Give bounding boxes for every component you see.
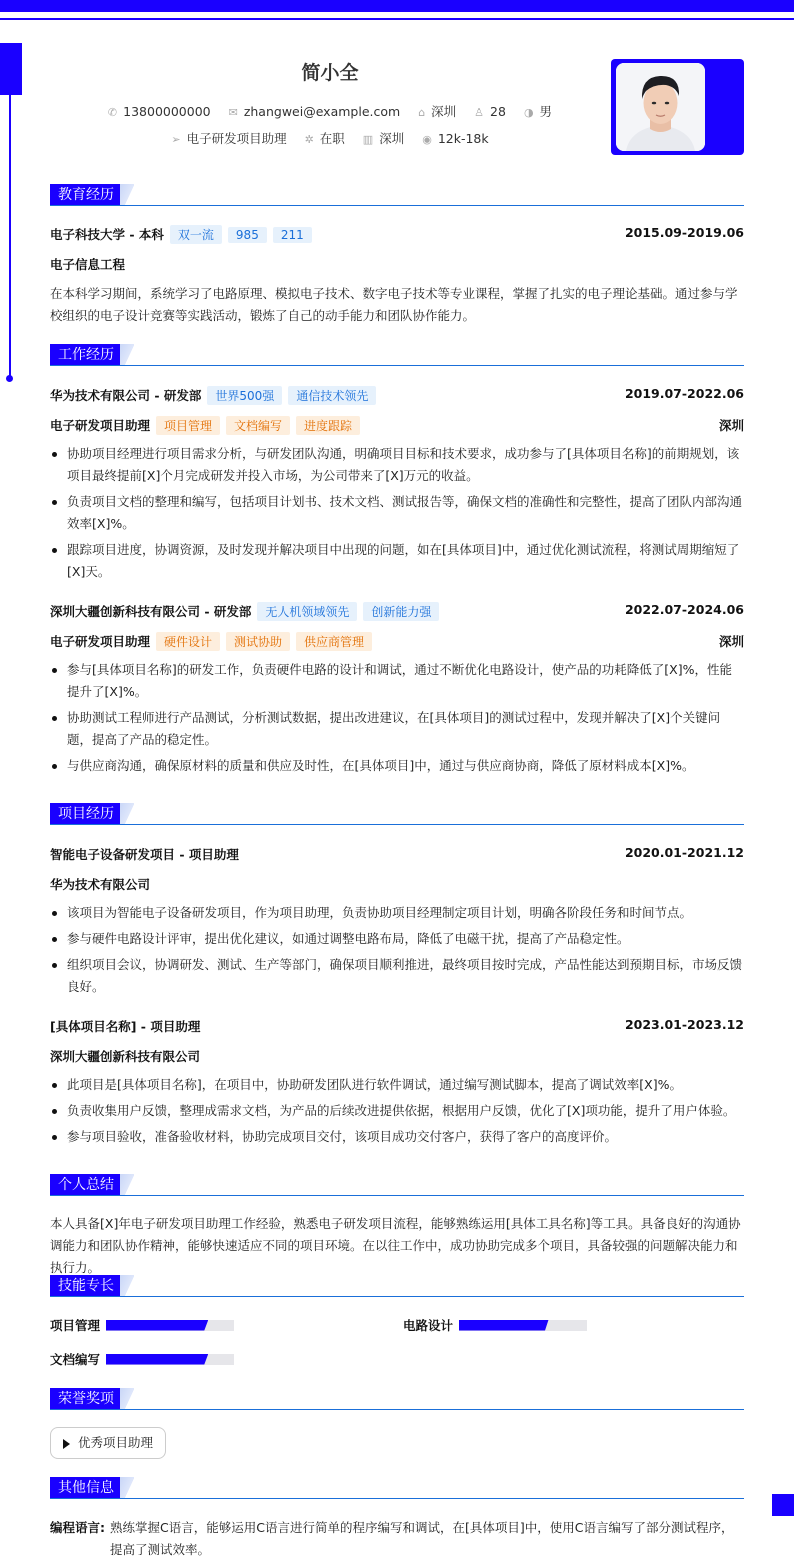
- location-icon: ⌂: [418, 106, 426, 119]
- section-slant: [120, 184, 134, 206]
- photo-frame: [611, 59, 744, 155]
- section-rule: [50, 1195, 744, 1196]
- section-slant: [120, 1275, 134, 1297]
- skill-track: [106, 1320, 234, 1331]
- section-slant: [120, 1477, 134, 1499]
- list-item: 参与[具体项目名称]的研发工作，负责硬件电路的设计和调试，通过不断优化电路设计，使产品的功耗降低了[X]%，性能提升了[X]%。: [50, 659, 744, 703]
- city-text: 深圳: [431, 104, 457, 119]
- age-text: 28: [490, 104, 506, 119]
- target-city-text: 深圳: [379, 131, 405, 146]
- section-rule: [50, 1498, 744, 1499]
- role-tag: 文档编写: [226, 416, 290, 435]
- work-role: [50, 632, 744, 651]
- gender-icon: ◑: [523, 106, 534, 119]
- section-projects: [50, 803, 744, 825]
- list-item: 跟踪项目进度，协调资源，及时发现并解决项目中出现的问题，如在[具体项目]中，通过优化测试流程，将测试周期缩短了[X]天。: [50, 539, 744, 583]
- section-title-work: 工作经历: [50, 344, 122, 366]
- company-tag: 世界500强: [207, 386, 282, 405]
- education-header: [50, 225, 744, 244]
- mail-icon: ✉: [228, 106, 238, 119]
- award-label: 优秀项目助理: [78, 1435, 154, 1450]
- skill-item: [403, 1316, 587, 1334]
- role-name: 电子研发项目助理: [50, 418, 151, 433]
- company-tag: 通信技术领先: [288, 386, 376, 405]
- other-value: 熟练掌握C语言，能够运用C语言进行简单的程序编写和调试，在[具体项目]中，使用C语言编写了部分测试程序，提高了测试效率。: [110, 1520, 734, 1557]
- role-tag: 供应商管理: [296, 632, 372, 651]
- section-rule: [50, 365, 744, 366]
- company-name: 深圳大疆创新科技有限公司 - 研发部: [50, 604, 252, 619]
- section-rule: [50, 205, 744, 206]
- project-header: [50, 845, 744, 863]
- left-accent-line: [9, 95, 11, 378]
- school-tag: 985: [228, 227, 267, 243]
- contact-row: [50, 102, 610, 120]
- company-name: 华为技术有限公司 - 研发部: [50, 388, 202, 403]
- company-tag: 创新能力强: [363, 602, 439, 621]
- list-item: 负责收集用户反馈，整理成需求文档，为产品的后续改进提供依据，根据用户反馈，优化了[X]项功能，提升了用户体验。: [50, 1100, 744, 1122]
- summary-text: 本人具备[X]年电子研发项目助理工作经验，熟悉电子研发项目流程，能够熟练运用[具体工具名称]等工具。具备良好的沟通协调能力和团队协作精神，能够快速适应不同的项目环境。在以往工作中，成功协助完成多个项目，具备较强的问题解决能力和执行力。: [50, 1216, 741, 1275]
- age-icon: ♙: [474, 106, 485, 119]
- role-tag: 项目管理: [156, 416, 220, 435]
- intent-row: [50, 129, 610, 147]
- play-triangle-icon: [63, 1439, 70, 1449]
- section-title-other: 其他信息: [50, 1477, 122, 1499]
- list-item: 组织项目会议，协调研发、测试、生产等部门，确保项目顺利推进，最终项目按时完成，产品性能达到预期目标，市场反馈良好。: [50, 954, 744, 998]
- education-desc: 在本科学习期间，系统学习了电路原理、模拟电子技术、数字电子技术等专业课程，掌握了扎实的电子理论基础。通过参与学校组织的电子设计竞赛等实践活动，锻炼了自己的动手能力和团队协作能力。: [50, 286, 738, 323]
- work-header: [50, 386, 744, 405]
- list-item: 与供应商沟通，确保原材料的质量和供应及时性，在[具体项目]中，通过与供应商协商，降低了原材料成本[X]%。: [50, 755, 744, 777]
- skill-name: 项目管理: [50, 1318, 101, 1333]
- age-item: [474, 104, 506, 119]
- section-awards: [50, 1388, 744, 1410]
- left-accent-dot: [6, 375, 13, 382]
- section-slant: [120, 344, 134, 366]
- other-info-item: [50, 1517, 744, 1560]
- role-name: 电子研发项目助理: [50, 634, 151, 649]
- work-header: [50, 602, 744, 621]
- salary-icon: ◉: [422, 133, 432, 146]
- work-location: 深圳: [718, 634, 744, 649]
- list-item: 此项目是[具体项目名称]，在项目中，协助研发团队进行软件调试，通过编写测试脚本，提高了调试效率[X]%。: [50, 1074, 744, 1096]
- phone-text: 13800000000: [123, 104, 211, 119]
- list-item: 协助项目经理进行项目需求分析，与研发团队沟通，明确项目目标和技术要求，成功参与了[具体项目名称]的前期规划，该项目最终提前[X]个月完成研发并投入市场，为公司带来了[X]万元的收益。: [50, 443, 744, 487]
- section-rule: [50, 824, 744, 825]
- school-tag: 双一流: [170, 225, 222, 244]
- section-work: [50, 344, 744, 366]
- section-title-projects: 项目经历: [50, 803, 122, 825]
- list-item: 协助测试工程师进行产品测试，分析测试数据，提出改进建议，在[具体项目]的测试过程中，发现并解决了[X]个关键问题，提高了产品的稳定性。: [50, 707, 744, 751]
- candidate-name: 简小全: [301, 62, 359, 84]
- section-title-education: 教育经历: [50, 184, 122, 206]
- list-item: 该项目为智能电子设备研发项目，作为项目助理，负责协助项目经理制定项目计划，明确各阶段任务和时间节点。: [50, 902, 744, 924]
- section-skills: [50, 1275, 744, 1297]
- list-item: 参与项目验收，准备验收材料，协助完成项目交付，该项目成功交付客户，获得了客户的高度评价。: [50, 1126, 744, 1148]
- project-period: 2020.01-2021.12: [624, 845, 744, 860]
- status-item: [305, 129, 345, 147]
- section-rule: [50, 1409, 744, 1410]
- city-item: [418, 102, 456, 120]
- salary-item: [422, 131, 488, 146]
- other-label: 编程语言:: [50, 1520, 105, 1535]
- role-tag: 测试协助: [226, 632, 290, 651]
- school-tag: 211: [273, 227, 312, 243]
- section-education: [50, 184, 744, 206]
- award-toggle-button[interactable]: [50, 1427, 166, 1459]
- section-title-summary: 个人总结: [50, 1174, 122, 1196]
- skill-track: [106, 1354, 234, 1365]
- avatar: [616, 63, 705, 151]
- school-name: 电子科技大学 - 本科: [50, 227, 164, 242]
- education-major: 电子信息工程: [50, 257, 126, 272]
- work-role: [50, 416, 744, 435]
- project-period: 2023.01-2023.12: [624, 1017, 744, 1032]
- salary-text: 12k-18k: [437, 131, 489, 146]
- section-slant: [120, 1174, 134, 1196]
- target-city-item: [363, 129, 404, 147]
- skill-item: [50, 1350, 234, 1368]
- email-item: [229, 104, 401, 119]
- project-header: [50, 1017, 744, 1035]
- top-accent-bar: [0, 0, 794, 12]
- job-item: [171, 129, 286, 147]
- skill-name: 文档编写: [50, 1352, 101, 1367]
- email-text: zhangwei@example.com: [243, 104, 401, 119]
- education-period: 2015.09-2019.06: [624, 225, 744, 240]
- role-tag: 进度跟踪: [296, 416, 360, 435]
- project-org: 深圳大疆创新科技有限公司: [50, 1049, 201, 1064]
- work-period: 2019.07-2022.06: [624, 386, 744, 401]
- skill-name: 电路设计: [403, 1318, 454, 1333]
- section-title-skills: 技能专长: [50, 1275, 122, 1297]
- job-icon: ➢: [171, 133, 181, 146]
- project-title: 智能电子设备研发项目 - 项目助理: [50, 847, 239, 862]
- list-item: 参与硬件电路设计评审，提出优化建议，如通过调整电路布局，降低了电磁干扰，提高了产品稳定性。: [50, 928, 744, 950]
- section-rule: [50, 1296, 744, 1297]
- left-accent-block: [0, 43, 22, 95]
- status-text: 在职: [319, 131, 345, 146]
- section-slant: [120, 1388, 134, 1410]
- role-tag: 硬件设计: [156, 632, 220, 651]
- top-accent-line: [0, 18, 794, 20]
- city-icon: ▥: [362, 133, 374, 146]
- skill-item: [50, 1316, 234, 1334]
- list-item: 负责项目文档的整理和编写，包括项目计划书、技术文档、测试报告等，确保文档的准确性和完整性，提高了团队内部沟通效率[X]%。: [50, 491, 744, 535]
- skill-fill: [459, 1320, 549, 1331]
- section-title-awards: 荣誉奖项: [50, 1388, 122, 1410]
- work-period: 2022.07-2024.06: [624, 602, 744, 617]
- right-accent-block: [772, 1494, 794, 1516]
- company-tag: 无人机领域领先: [257, 602, 357, 621]
- gender-text: 男: [539, 104, 553, 119]
- skill-fill: [106, 1320, 208, 1331]
- section-summary: [50, 1174, 744, 1196]
- section-slant: [120, 803, 134, 825]
- skill-fill: [106, 1354, 208, 1365]
- status-icon: ✲: [304, 133, 314, 146]
- gender-item: [524, 102, 552, 120]
- project-org: 华为技术有限公司: [50, 877, 151, 892]
- work-location: 深圳: [718, 418, 744, 433]
- project-title: [具体项目名称] - 项目助理: [50, 1019, 201, 1034]
- job-text: 电子研发项目助理: [186, 131, 287, 146]
- phone-item: [108, 104, 211, 119]
- skill-track: [459, 1320, 587, 1331]
- phone-icon: ✆: [107, 106, 118, 119]
- section-other: [50, 1477, 744, 1499]
